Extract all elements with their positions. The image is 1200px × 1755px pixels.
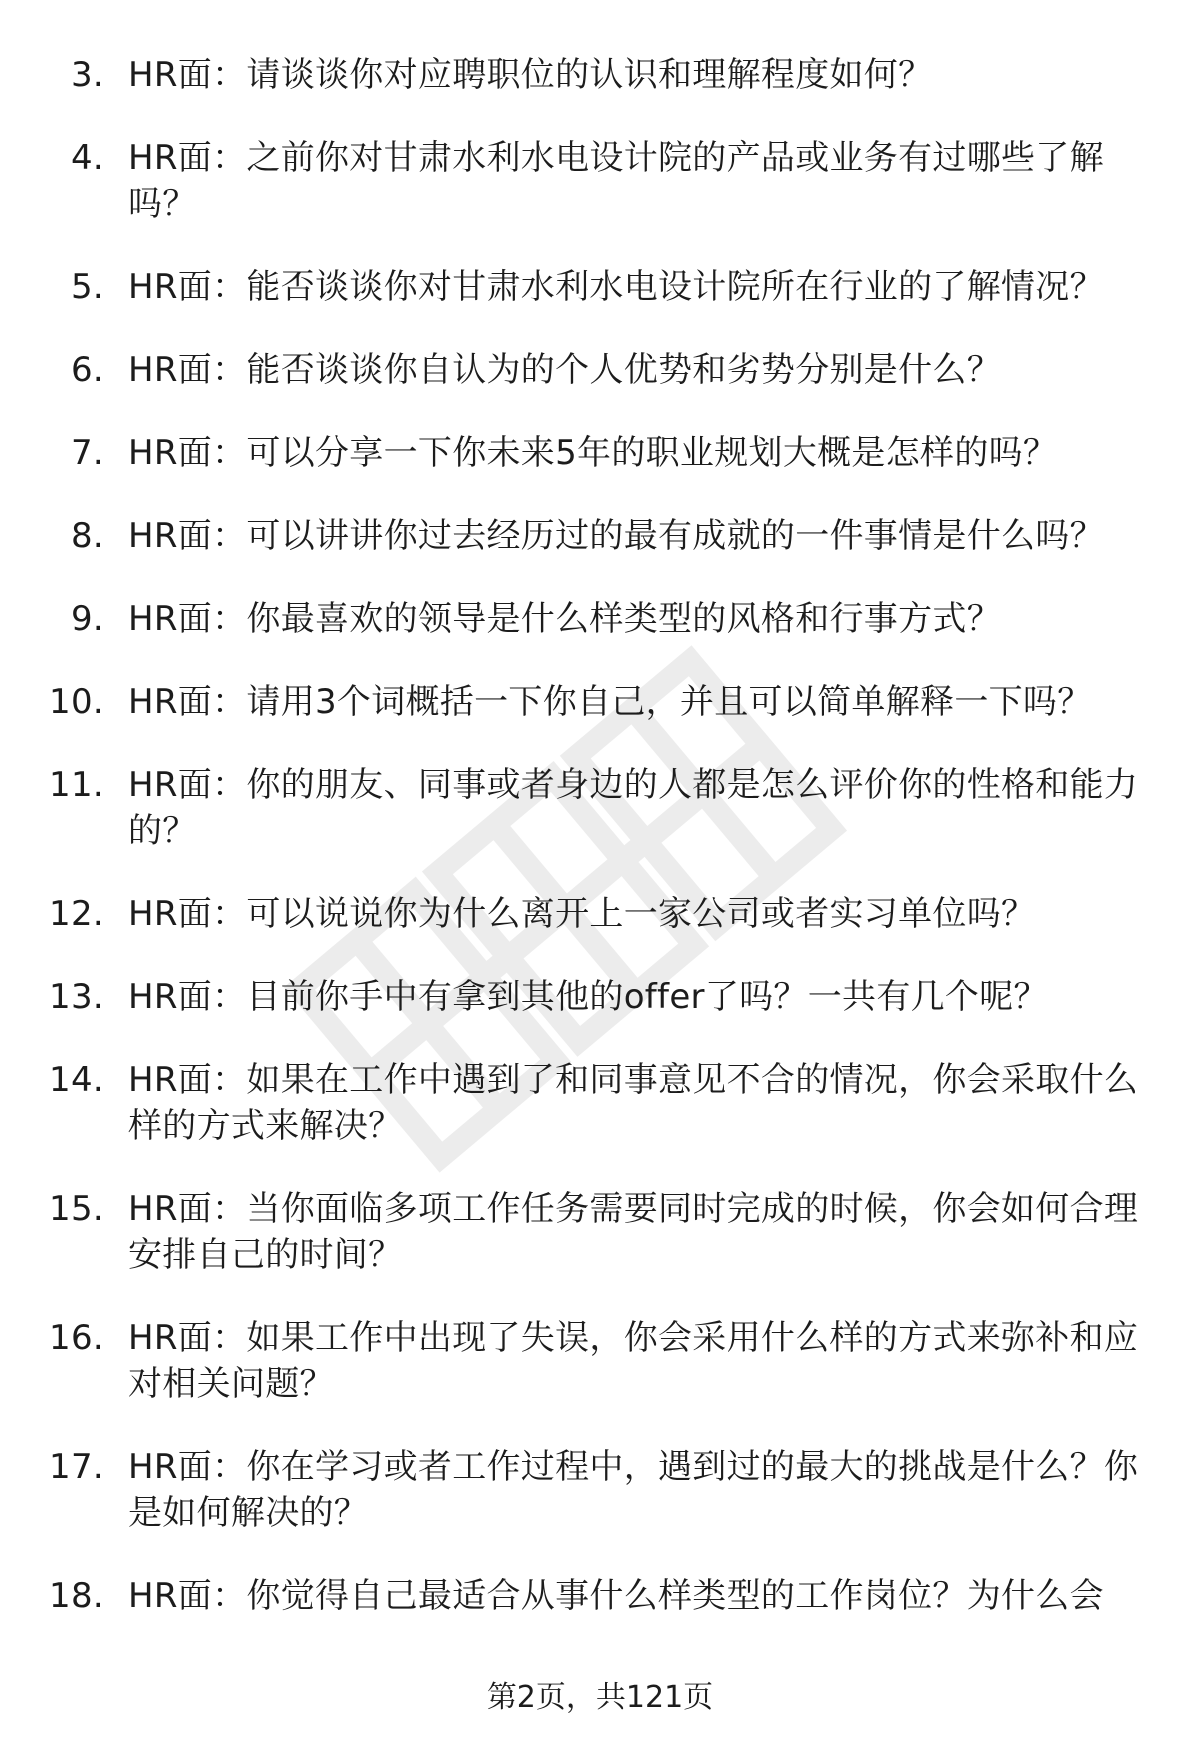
- question-prefix: HR面：: [128, 267, 247, 307]
- question-number: 13.: [49, 977, 104, 1017]
- question-item: [0, 264, 1200, 310]
- question-prefix: HR面：: [128, 55, 247, 95]
- question-text: 如果工作中出现了失误，你会采用什么样的方式来弥补和应对相关问题？: [128, 1318, 1139, 1404]
- question-text: 你觉得自己最适合从事什么样类型的工作岗位？为什么会: [246, 1576, 1104, 1616]
- question-item: [0, 430, 1200, 476]
- question-text: 可以讲讲你过去经历过的最有成就的一件事情是什么吗？: [246, 516, 1104, 556]
- question-text: 请谈谈你对应聘职位的认识和理解程度如何？: [246, 55, 933, 95]
- question-item: [0, 1186, 1200, 1278]
- question-prefix: HR面：: [128, 350, 247, 390]
- question-prefix: HR面：: [128, 1576, 247, 1616]
- question-prefix: HR面：: [128, 1447, 247, 1487]
- question-number: 11.: [49, 765, 104, 805]
- question-text: 之前你对甘肃水利水电设计院的产品或业务有过哪些了解吗？: [128, 138, 1104, 224]
- question-number: 7.: [70, 433, 104, 473]
- question-number: 9.: [70, 599, 104, 639]
- question-item: [0, 1315, 1200, 1407]
- question-prefix: HR面：: [128, 1318, 247, 1358]
- question-prefix: HR面：: [128, 433, 247, 473]
- question-text: 目前你手中有拿到其他的offer了吗？一共有几个呢？: [246, 977, 1048, 1017]
- question-text: 当你面临多项工作任务需要同时完成的时候，你会如何合理安排自己的时间？: [128, 1189, 1139, 1275]
- question-item: [0, 891, 1200, 937]
- question-prefix: HR面：: [128, 516, 247, 556]
- question-item: [0, 135, 1200, 227]
- question-number: 10.: [49, 682, 104, 722]
- question-text: 能否谈谈你自认为的个人优势和劣势分别是什么？: [246, 350, 1001, 390]
- question-text: 能否谈谈你对甘肃水利水电设计院所在行业的了解情况？: [246, 267, 1104, 307]
- question-item: [0, 347, 1200, 393]
- question-item: [0, 1573, 1200, 1619]
- question-item: [0, 596, 1200, 642]
- question-number: 8.: [70, 516, 104, 556]
- question-prefix: HR面：: [128, 765, 247, 805]
- question-text: 你的朋友、同事或者身边的人都是怎么评价你的性格和能力的？: [128, 765, 1139, 851]
- question-text: 你在学习或者工作过程中，遇到过的最大的挑战是什么？你是如何解决的？: [128, 1447, 1139, 1533]
- question-item: [0, 1444, 1200, 1536]
- question-prefix: HR面：: [128, 1060, 247, 1100]
- question-prefix: HR面：: [128, 138, 247, 178]
- question-item: [0, 974, 1200, 1020]
- question-number: 5.: [70, 267, 104, 307]
- question-text: 你最喜欢的领导是什么样类型的风格和行事方式？: [246, 599, 1001, 639]
- question-prefix: HR面：: [128, 682, 247, 722]
- question-prefix: HR面：: [128, 894, 247, 934]
- question-item: [0, 513, 1200, 559]
- question-item: [0, 679, 1200, 725]
- question-text: 可以分享一下你未来5年的职业规划大概是怎样的吗？: [246, 433, 1058, 473]
- question-prefix: HR面：: [128, 977, 247, 1017]
- question-list: [0, 52, 1200, 1656]
- question-prefix: HR面：: [128, 599, 247, 639]
- question-item: [0, 52, 1200, 98]
- question-number: 16.: [49, 1318, 104, 1358]
- question-item: [0, 1057, 1200, 1149]
- page-number-footer: 第2页，共121页: [486, 1680, 714, 1715]
- question-number: 15.: [49, 1189, 104, 1229]
- question-text: 如果在工作中遇到了和同事意见不合的情况，你会采取什么样的方式来解决？: [128, 1060, 1139, 1146]
- question-number: 18.: [49, 1576, 104, 1616]
- question-prefix: HR面：: [128, 1189, 247, 1229]
- question-number: 14.: [49, 1060, 104, 1100]
- question-text: 可以说说你为什么离开上一家公司或者实习单位吗？: [246, 894, 1036, 934]
- question-number: 12.: [49, 894, 104, 934]
- question-number: 4.: [70, 138, 104, 178]
- question-number: 3.: [70, 55, 104, 95]
- question-number: 17.: [49, 1447, 104, 1487]
- question-item: [0, 762, 1200, 854]
- question-text: 请用3个词概括一下你自己，并且可以简单解释一下吗？: [246, 682, 1092, 722]
- question-number: 6.: [70, 350, 104, 390]
